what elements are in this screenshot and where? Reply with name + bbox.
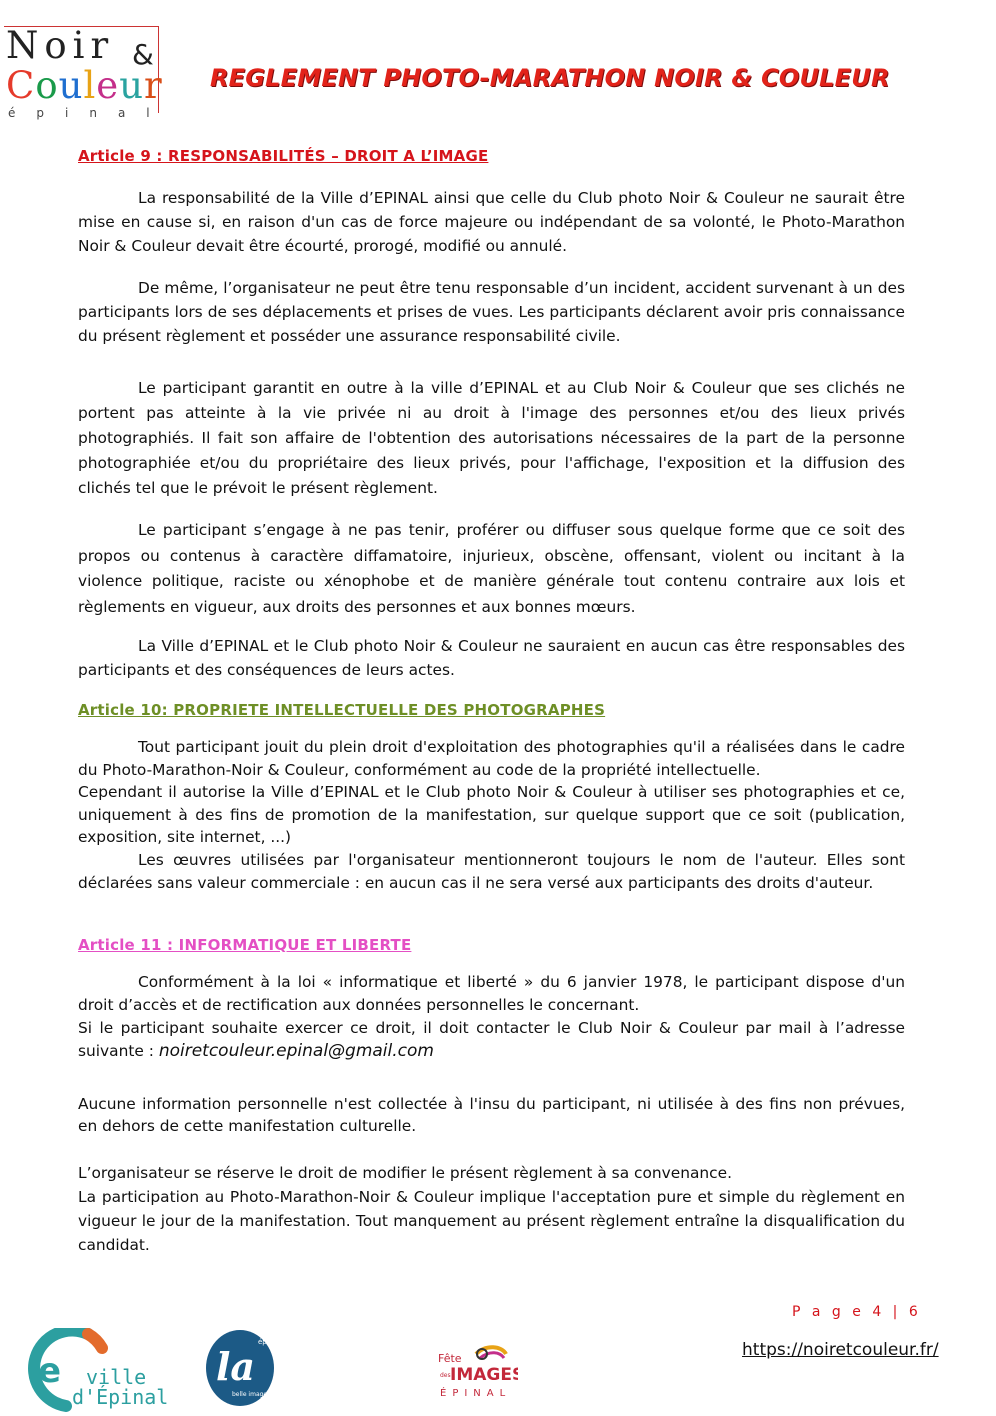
article-9-paragraph-2: De même, l’organisateur ne peut être tenu responsable d’un incident, accident survenant à un des participants lors de ses déplacements et prises de vues. Les participants déclarent avoir pris connaissance du présent règlement et posséder une assurance responsabilité civile. [78, 279, 905, 345]
article-10-paragraph-3: Les œuvres utilisées par l'organisateur mentionneront toujours le nom de l'auteur. Elles sont déclarées sans valeur commerciale : en aucun cas il ne sera versé aux participants des droits d'auteur. [78, 850, 905, 892]
article-9-paragraph-1: La responsabilité de la Ville d’EPINAL ainsi que celle du Club photo Noir & Couleur ne saurait être mise en cause si, en raison d'un cas de force majeure ou indépendant de sa volonté, le Photo-Marathon Noir & Couleur devait être écourté, prorogé, modifié ou annulé. [78, 189, 905, 255]
article-9-heading: Article 9 : RESPONSABILITÉS – DROIT A L’IMAGE [78, 147, 489, 165]
contact-email[interactable]: noiretcouleur.epinal@gmail.com [158, 1040, 434, 1061]
fete-des-images-logo [436, 1344, 518, 1400]
la-bottom-text: belle image [232, 1391, 268, 1398]
logo-couleur-text: Couleur [6, 64, 163, 107]
la-big-text: la [216, 1344, 256, 1389]
article-11-paragraph-5: La participation au Photo-Marathon-Noir & Couleur implique l'acceptation pure et simple du règlement en vigueur le jour de la manifestation. Tout manquement au présent règlement entraîne la disqualification du candidat. [78, 1187, 905, 1254]
logo-noir-text: Noir [6, 24, 115, 67]
article-9-paragraph-4: Le participant s’engage à ne pas tenir, proférer ou diffuser sous quelque forme que ce soit des propos ou contenus à caractère diffamatoire, injurieux, obscène, offensant, violent ou incitant à la violence politique, raciste ou xénophobe et de manière générale tout contenu contraire aux lois et règlements en vigueur, aux droits des personnes et aux bonnes mœurs. [78, 521, 905, 616]
article-11-paragraph-4: L’organisateur se réserve le droit de modifier le présent règlement à sa convenance. [78, 1163, 732, 1182]
logo-epinal-text: épinal [8, 106, 171, 120]
article-11-heading: Article 11 : INFORMATIQUE ET LIBERTE [78, 935, 412, 954]
ville-line-2: d'Épinal [72, 1385, 168, 1409]
website-link[interactable]: https://noiretcouleur.fr/ [742, 1340, 939, 1360]
noir-couleur-logo [4, 24, 171, 120]
document-title: REGLEMENT PHOTO-MARATHON NOIR & COULEUR [210, 64, 890, 92]
article-10-paragraph-2: Cependant il autorise la Ville d’EPINAL et le Club photo Noir & Couleur à utiliser ses photographies et ce, uniquement à des fins de promotion de la manifestation, sur quelque support que ce soit (publication, exposition, site internet, ...) [78, 783, 905, 846]
article-11-contact-text: Si le participant souhaite exercer ce droit, il doit contacter le Club Noir & Couleur par mail à l’adresse suivante : [78, 1018, 905, 1060]
fete-side-text: des [440, 1372, 451, 1379]
article-10-heading: Article 10: PROPRIETE INTELLECTUELLE DES PHOTOGRAPHES [78, 701, 606, 719]
la-top-text: épinal [258, 1338, 280, 1346]
article-11-paragraph-3: Aucune information personnelle n'est collectée à l'insu du participant, ni utilisée à des fins non prévues, en dehors de cette manifestation culturelle. [78, 1094, 905, 1135]
article-11-paragraph-2 [78, 1017, 905, 1063]
ville-epinal-logo [18, 1328, 168, 1412]
article-9-paragraph-5: La Ville d’EPINAL et le Club photo Noir & Couleur ne sauraient en aucun cas être responsables des participants et des conséquences de leurs actes. [78, 637, 905, 679]
svg-text:e: e [38, 1351, 62, 1391]
article-11-paragraph-1: Conformément à la loi « informatique et liberté » du 6 janvier 1978, le participant dispose d'un droit d’accès et de rectification aux données personnelles le concernant. [78, 972, 905, 1014]
la-belle-image-logo [202, 1328, 280, 1408]
document-body [78, 140, 905, 1257]
article-10-paragraph-1: Tout participant jouit du plein droit d'exploitation des photographies qu'il a réalisées dans le cadre du Photo-Marathon-Noir & Couleur, conformément au code de la propriété intellectuelle. [78, 738, 905, 779]
fete-line-1: Fête [438, 1352, 462, 1365]
logo-ampersand: & [132, 38, 154, 71]
page-number: P a g e 4 | 6 [792, 1304, 922, 1320]
ville-line-1: ville [86, 1365, 147, 1389]
fete-line-3: ÉPINAL [440, 1388, 512, 1399]
article-9-paragraph-3: Le participant garantit en outre à la ville d’EPINAL et au Club Noir & Couleur que ses clichés ne portent pas atteinte à la vie privée ni au droit à l'image des personnes et/ou des lieux privés photographiés. Il fait son affaire de l'obtention des autorisations nécessaires de la part de la personne photographiée et/ou du propriétaire des lieux privés, pour l'affichage, l'exposition et la diffusion des clichés tel que le prévoit le présent règlement. [78, 379, 905, 497]
fete-line-2: IMAGES [450, 1365, 518, 1385]
